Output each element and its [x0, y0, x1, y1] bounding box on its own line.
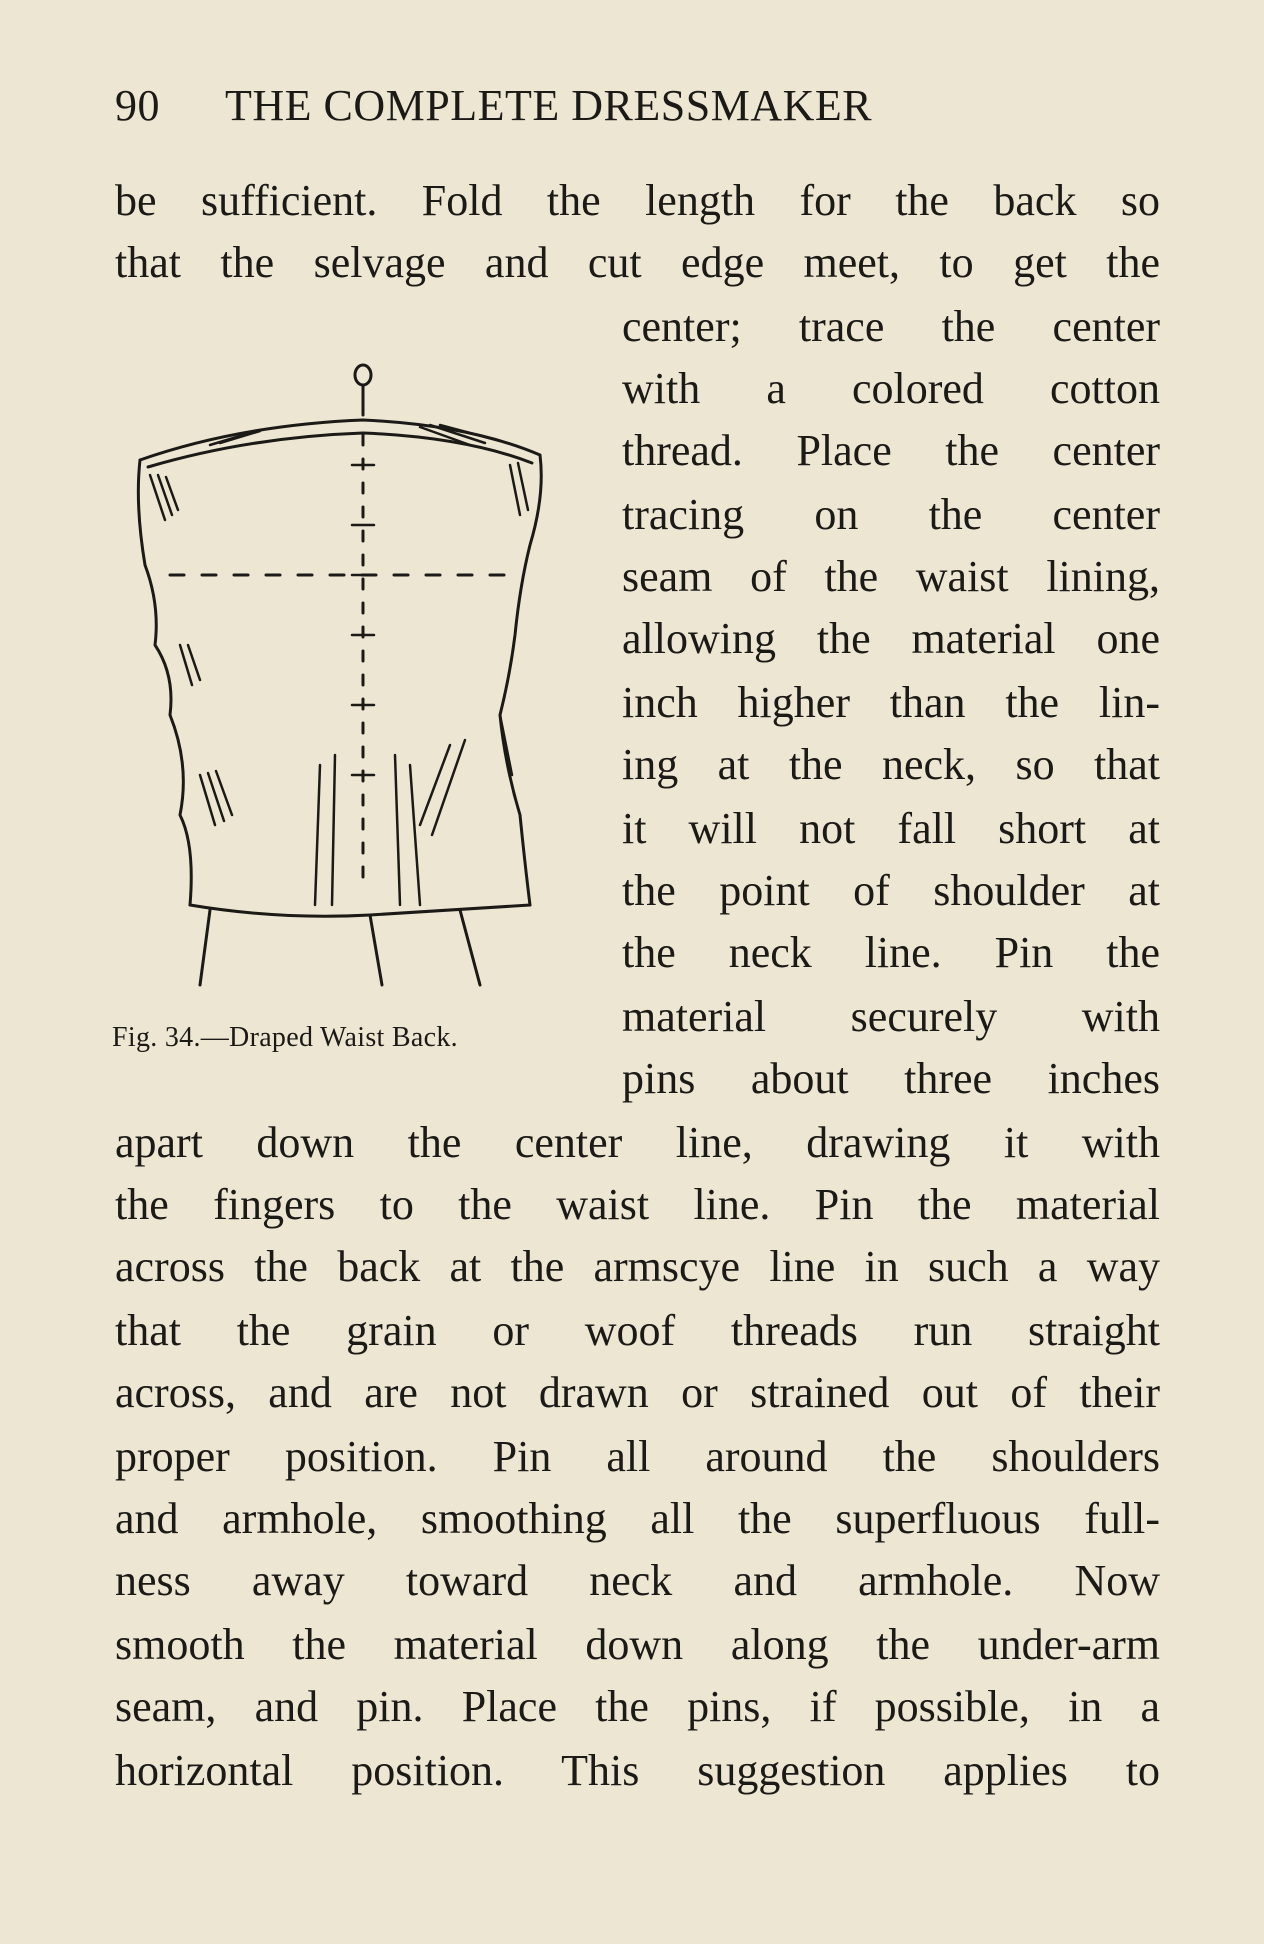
text-line: across the back at the armscye line in such a way: [115, 1242, 1160, 1291]
text-line: it will not fall short at: [622, 804, 1160, 853]
page-number: 90: [115, 81, 160, 130]
text-line: seam of the waist lining,: [622, 552, 1160, 601]
text-line: center; trace the center: [622, 302, 1160, 351]
text-line: ness away toward neck and armhole. Now: [115, 1556, 1160, 1605]
text-line: proper position. Pin all around the shoulders: [115, 1432, 1160, 1481]
text-line: pins about three inches: [622, 1054, 1160, 1103]
text-line: the neck line. Pin the: [622, 928, 1160, 977]
figure-caption: Fig. 34.—Draped Waist Back.: [112, 1022, 458, 1053]
text-line: allowing the material one: [622, 614, 1160, 663]
text-line: with a colored cotton: [622, 364, 1160, 413]
text-line: inch higher than the lin-: [622, 678, 1160, 727]
text-line: that the grain or woof threads run straight: [115, 1306, 1160, 1355]
draped-waist-back-illustration: [120, 345, 580, 1010]
running-head: [115, 80, 1160, 131]
text-line: the fingers to the waist line. Pin the material: [115, 1180, 1160, 1229]
text-line: and armhole, smoothing all the superfluous full-: [115, 1494, 1160, 1543]
text-line: ing at the neck, so that: [622, 740, 1160, 789]
text-line: that the selvage and cut edge meet, to get the: [115, 238, 1160, 287]
text-line: smooth the material down along the under-arm: [115, 1620, 1160, 1669]
text-line: apart down the center line, drawing it with: [115, 1118, 1160, 1167]
text-line: across, and are not drawn or strained out of their: [115, 1368, 1160, 1417]
text-line: seam, and pin. Place the pins, if possible, in a: [115, 1682, 1160, 1731]
text-line: material securely with: [622, 992, 1160, 1041]
book-title: THE COMPLETE DRESSMAKER: [225, 81, 873, 130]
text-line: horizontal position. This suggestion applies to: [115, 1746, 1160, 1795]
text-line: thread. Place the center: [622, 426, 1160, 475]
text-line: the point of shoulder at: [622, 866, 1160, 915]
text-line: tracing on the center: [622, 490, 1160, 539]
text-line: be sufficient. Fold the length for the back so: [115, 176, 1160, 225]
